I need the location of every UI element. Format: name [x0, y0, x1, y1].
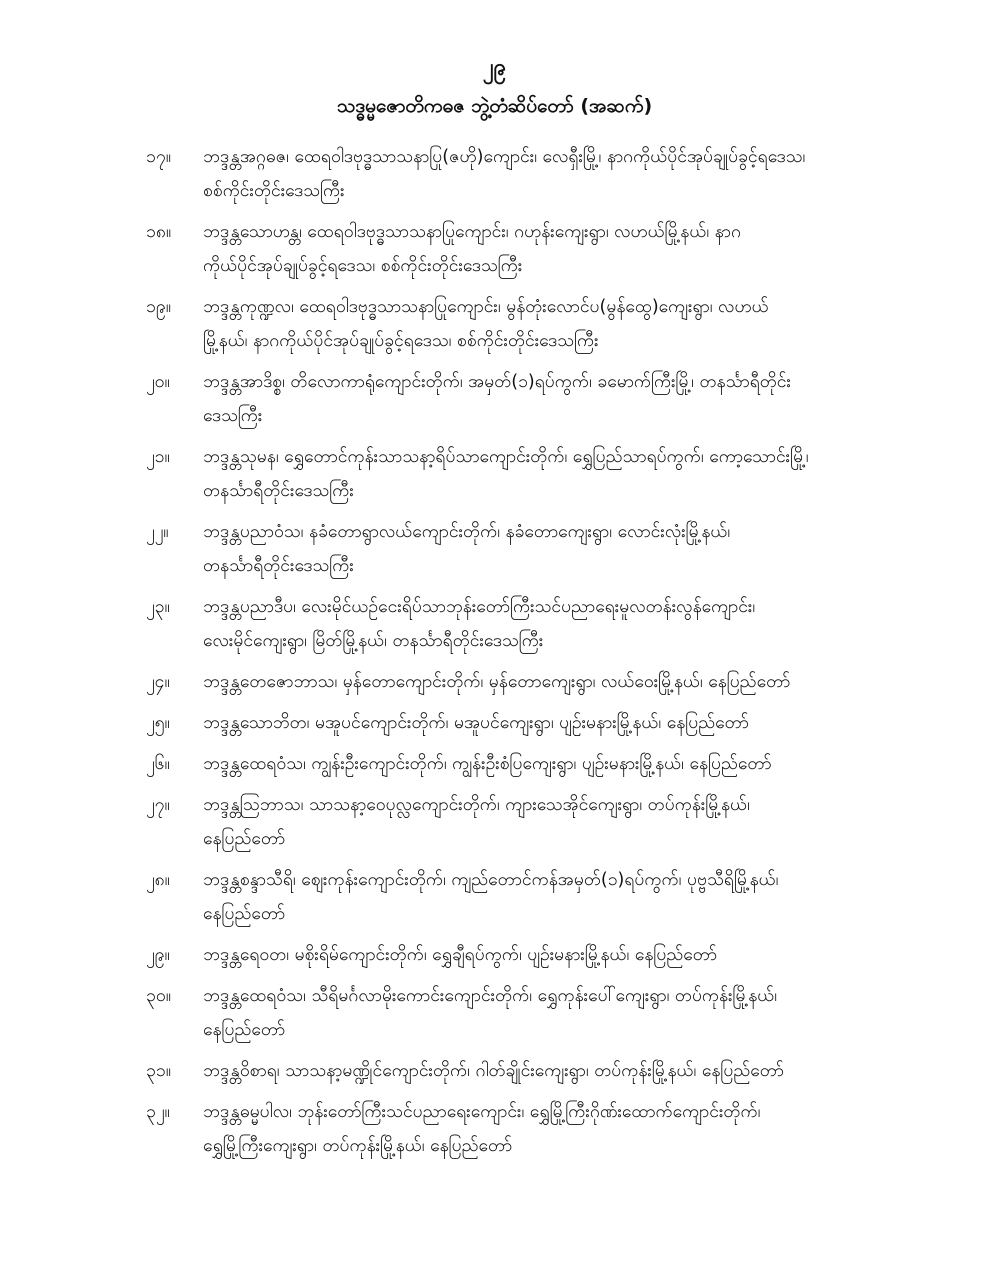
- entry-text-line: ဘဒ္ဒန္တတေဇောဘာသ၊ မှန်တောကျောင်းတိုက်၊ မှန်တောကျေးရွာ၊ လယ်ဝေးမြို့နယ်၊ နေပြည်တော်: [203, 672, 791, 692]
- entry-text-line: ဘဒ္ဒန္တဝိစာရ၊ သာသနာ့မဏ္ဍိုင်ကျောင်းတိုက်၊ ဂါတ်ချိုင်းကျေးရွာ၊ တပ်ကုန်းမြို့နယ်၊ နေပြည်တော်: [203, 1061, 785, 1081]
- page-title: သဒ္ဓမ္မဇောတိကဓဇ ဘွဲ့တံဆိပ်တော် (အဆက်): [336, 95, 653, 117]
- list-item: [0, 140, 989, 208]
- list-item: [0, 440, 989, 508]
- entry-text-line: နေပြည်တော်: [203, 904, 286, 924]
- entry-text: [203, 590, 905, 658]
- entry-text-line: ဘဒ္ဒန္တသြဘာသ၊ သာသနာ့ဝေပုလ္လကျောင်းတိုက်၊ ကျားသေအိုင်ကျေးရွာ၊ တပ်ကုန်းမြို့နယ်၊: [203, 795, 750, 815]
- entry-text-line: ဘဒ္ဒန္တသောဟန္တ၊ ထေရဝါဒဗုဒ္ဓသာသနာပြုကျောင်း၊ ဂဟုန်းကျေးရွာ၊ လဟယ်မြို့နယ်၊ နာဂ: [203, 222, 741, 242]
- entry-number: ၃၁။: [146, 1061, 171, 1081]
- entry-text: [203, 665, 905, 699]
- entry-text-line: လေးမိုင်ကျေးရွာ၊ မြိတ်မြို့နယ်၊ တနင်္သာရီတိုင်းဒေသကြီး: [203, 631, 544, 651]
- entry-number: ၂၄။: [146, 672, 170, 692]
- entry-text-line: ရွှေမြို့ကြီးကျေးရွာ၊ တပ်ကုန်းမြို့နယ်၊ နေပြည်တော်: [203, 1136, 513, 1156]
- list-item: [0, 979, 989, 1047]
- entry-text-line: စစ်ကိုင်းတိုင်းဒေသကြီး: [203, 181, 345, 201]
- entry-number: ၂၃။: [146, 597, 170, 617]
- list-item: [0, 290, 989, 358]
- entry-number: ၁၈။: [146, 222, 172, 242]
- entry-text-line: ဘဒ္ဒန္တထေရဝံသ၊ ကျွန်းဦးကျောင်းတိုက်၊ ကျွန်းဦးစံပြကျေးရွာ၊ ပျဉ်းမနားမြို့နယ်၊ နေပြည်တော်: [203, 754, 772, 774]
- list-item: [0, 590, 989, 658]
- list-item: [0, 706, 989, 740]
- entry-text: [203, 1095, 905, 1163]
- entry-text-line: ဘဒ္ဒန္တသုမန၊ ရွှေတောင်ကုန်းသာသနာ့ရိပ်သာကျောင်းတိုက်၊ ရွှေပြည်သာရပ်ကွက်၊ ကော့သောင်းမြို့၊: [203, 447, 809, 467]
- entry-text-line: ဘဒ္ဒန္တဓမ္မပါလ၊ ဘုန်းတော်ကြီးသင်ပညာရေးကျောင်း၊ ရွှေမြို့ကြီးဂိုဏ်းထောက်ကျောင်းတိုက်၊: [203, 1102, 761, 1122]
- entry-number: ၂၉။: [146, 945, 170, 965]
- entry-text-line: ဘဒ္ဒန္တရေဝတ၊ မစိုးရိမ်ကျောင်းတိုက်၊ ရွှေချီရပ်ကွက်၊ ပျဉ်းမနားမြို့နယ်၊ နေပြည်တော်: [203, 945, 718, 965]
- entry-number: ၂၁။: [146, 447, 170, 467]
- entry-text: [203, 140, 905, 208]
- entry-text-line: ဘဒ္ဒန္တသောဘိတ၊ မအူပင်ကျောင်းတိုက်၊ မအူပင်ကျေးရွာ၊ ပျဉ်းမနားမြို့နယ်၊ နေပြည်တော်: [203, 713, 749, 733]
- entry-text-line: ဘဒ္ဒန္တပညာဒီပ၊ လေးမိုင်ယဉ်ငေးရိပ်သာဘုန်းတော်ကြီးသင်ပညာရေးမူလတန်းလွန်ကျောင်း၊: [203, 597, 756, 617]
- list-item: [0, 747, 989, 781]
- entry-text: [203, 515, 905, 583]
- entry-text: [203, 863, 905, 931]
- entry-text-line: မြို့နယ်၊ နာဂကိုယ်ပိုင်အုပ်ချုပ်ခွင့်ရဒေသ၊ စစ်ကိုင်းတိုင်းဒေသကြီး: [203, 331, 599, 351]
- entry-text: [203, 1054, 905, 1088]
- list-item: [0, 938, 989, 972]
- list-item: [0, 215, 989, 283]
- entry-text-line: ဘဒ္ဒန္တစန္ဒာသီရိ၊ ဈေးကုန်းကျောင်းတိုက်၊ ကျည်တောင်ကန်အမှတ်(၁)ရပ်ကွက်၊ ပုဗ္ဗသီရိမြို့နယ်၊: [203, 870, 779, 890]
- entry-text: [203, 979, 905, 1047]
- list-item: [0, 515, 989, 583]
- entry-text: [203, 938, 905, 972]
- page-number: ၂၉: [482, 55, 507, 80]
- entry-text-line: နေပြည်တော်: [203, 829, 286, 849]
- entry-number: ၃၀။: [146, 986, 171, 1006]
- entry-number: ၂၈။: [146, 870, 170, 890]
- entry-number: ၁၇။: [146, 147, 171, 167]
- entry-text: [203, 215, 905, 283]
- awardee-list: [0, 140, 989, 1170]
- entry-text-line: တနင်္သာရီတိုင်းဒေသကြီး: [203, 481, 354, 501]
- list-item: [0, 1095, 989, 1163]
- entry-text: [203, 747, 905, 781]
- list-item: [0, 788, 989, 856]
- list-item: [0, 863, 989, 931]
- entry-text-line: ဘဒ္ဒန္တထေရဝံသ၊ သီရိမင်္ဂလာမိုးကောင်းကျောင်းတိုက်၊ ရွှေကုန်းပေါ်ကျေးရွာ၊ တပ်ကုန်းမြို့နယ်၊: [203, 986, 778, 1006]
- list-item: [0, 365, 989, 433]
- entry-number: ၃၂။: [146, 1102, 170, 1122]
- entry-text: [203, 365, 905, 433]
- entry-text-line: ဒေသကြီး: [203, 406, 263, 426]
- entry-text-line: ကိုယ်ပိုင်အုပ်ချုပ်ခွင့်ရဒေသ၊ စစ်ကိုင်းတိုင်းဒေသကြီး: [203, 256, 523, 276]
- entry-text-line: ဘဒ္ဒန္တအဂ္ဂဓဇ၊ ထေရဝါဒဗုဒ္ဓသာသနာပြု(ဇဟို)ကျောင်း၊ လေရှီးမြို့၊ နာဂကိုယ်ပိုင်အုပ်ချုပ်ခွင့်ရဒေသ၊: [203, 147, 806, 167]
- entry-number: ၂၀။: [146, 372, 170, 392]
- list-item: [0, 1054, 989, 1088]
- entry-number: ၂၅။: [146, 713, 170, 733]
- entry-text-line: ဘဒ္ဒန္တကုဏ္ဍလ၊ ထေရဝါဒဗုဒ္ဓသာသနာပြုကျောင်း၊ မွန်တုံးလောင်ပ(မွန်ထွေ)ကျေးရွာ၊ လဟယ်: [203, 297, 769, 317]
- entry-text: [203, 788, 905, 856]
- entry-text-line: ဘဒ္ဒန္တအာဒိစ္စ၊ တိလောကာရုံကျောင်းတိုက်၊ အမှတ်(၁)ရပ်ကွက်၊ ခမောက်ကြီးမြို့၊ တနင်္သာရီတိုင်း: [203, 372, 791, 392]
- entry-text: [203, 290, 905, 358]
- entry-number: ၁၉။: [146, 297, 171, 317]
- entry-text: [203, 706, 905, 740]
- entry-number: ၂၆။: [146, 754, 170, 774]
- entry-text-line: တနင်္သာရီတိုင်းဒေသကြီး: [203, 556, 354, 576]
- entry-number: ၂၇။: [146, 795, 170, 815]
- entry-text-line: ဘဒ္ဒန္တပညာဝံသ၊ နခံတောရွာလယ်ကျောင်းတိုက်၊ နခံတောကျေးရွာ၊ လောင်းလုံးမြို့နယ်၊: [203, 522, 731, 542]
- list-item: [0, 665, 989, 699]
- entry-text: [203, 440, 905, 508]
- entry-number: ၂၂။: [146, 522, 169, 542]
- entry-text-line: နေပြည်တော်: [203, 1020, 286, 1040]
